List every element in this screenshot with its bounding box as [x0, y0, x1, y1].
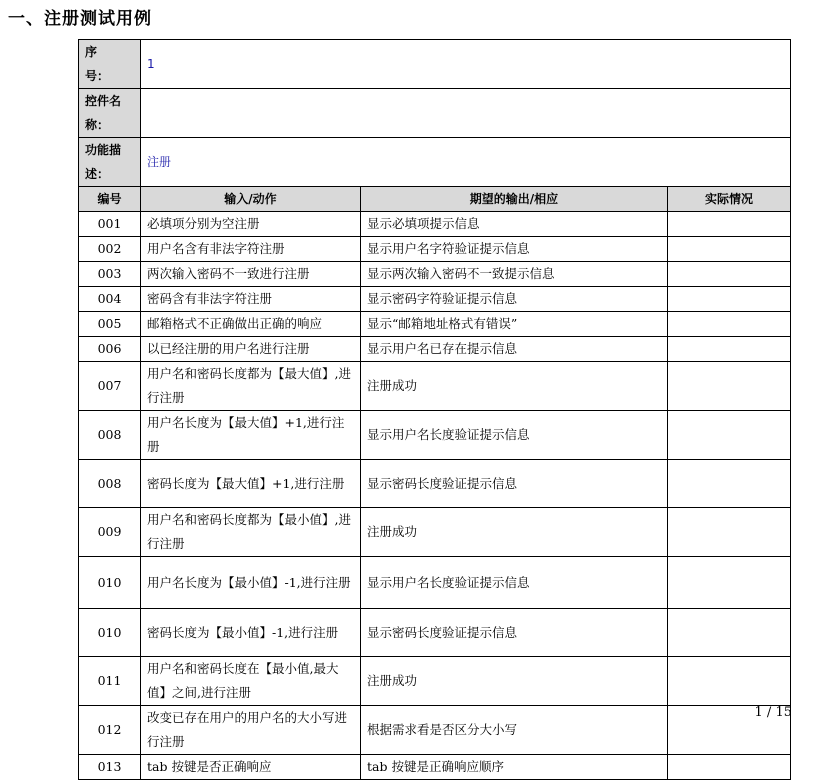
- case-actual: [668, 312, 791, 337]
- case-id: 001: [79, 212, 141, 237]
- case-id: 010: [79, 557, 141, 609]
- case-actual: [668, 609, 791, 657]
- table-row: [79, 312, 791, 337]
- case-action: 两次输入密码不一致进行注册: [141, 262, 361, 287]
- table-row: [79, 755, 791, 780]
- test-case-table: [78, 39, 791, 780]
- case-action: 用户名和密码长度在【最小值,最大值】之间,进行注册: [141, 657, 361, 706]
- case-actual: [668, 657, 791, 706]
- case-action: 用户名长度为【最大值】+1,进行注册: [141, 411, 361, 460]
- case-action: 用户名和密码长度都为【最小值】,进行注册: [141, 508, 361, 557]
- case-expected: 显示必填项提示信息: [361, 212, 668, 237]
- case-id: 005: [79, 312, 141, 337]
- case-id: 006: [79, 337, 141, 362]
- table-row: [79, 460, 791, 508]
- case-actual: [668, 557, 791, 609]
- function-desc-label: 功能描述：: [79, 138, 141, 187]
- case-actual: [668, 755, 791, 780]
- case-action: 密码含有非法字符注册: [141, 287, 361, 312]
- control-name-label: 控件名称：: [79, 89, 141, 138]
- meta-row-desc: [79, 138, 791, 187]
- case-id: 008: [79, 411, 141, 460]
- case-expected: 显示密码字符验证提示信息: [361, 287, 668, 312]
- case-expected: 显示两次输入密码不一致提示信息: [361, 262, 668, 287]
- seq-value: 1: [141, 40, 791, 89]
- case-action: 邮箱格式不正确做出正确的响应: [141, 312, 361, 337]
- case-action: 用户名含有非法字符注册: [141, 237, 361, 262]
- case-actual: [668, 362, 791, 411]
- table-row: [79, 287, 791, 312]
- case-expected: 显示“邮箱地址格式有错误”: [361, 312, 668, 337]
- case-id: 008: [79, 460, 141, 508]
- column-header-id: 编号: [79, 187, 141, 212]
- page-number: 1 / 15: [754, 705, 792, 720]
- case-action: 改变已存在用户的用户名的大小写进行注册: [141, 706, 361, 755]
- column-header-action: 输入/动作: [141, 187, 361, 212]
- table-row: [79, 508, 791, 557]
- case-actual: [668, 411, 791, 460]
- case-expected: 显示用户名已存在提示信息: [361, 337, 668, 362]
- case-id: 011: [79, 657, 141, 706]
- case-actual: [668, 337, 791, 362]
- meta-row-seq: [79, 40, 791, 89]
- case-id: 012: [79, 706, 141, 755]
- column-header-row: [79, 187, 791, 212]
- case-id: 013: [79, 755, 141, 780]
- table-row: [79, 557, 791, 609]
- column-header-expected: 期望的输出/相应: [361, 187, 668, 212]
- case-expected: 显示密码长度验证提示信息: [361, 609, 668, 657]
- table-row: [79, 706, 791, 755]
- table-row: [79, 212, 791, 237]
- case-action: tab 按键是否正确响应: [141, 755, 361, 780]
- case-actual: [668, 262, 791, 287]
- case-action: 必填项分别为空注册: [141, 212, 361, 237]
- case-expected: 显示用户名长度验证提示信息: [361, 411, 668, 460]
- table-row: [79, 262, 791, 287]
- case-id: 003: [79, 262, 141, 287]
- control-name-value: [141, 89, 791, 138]
- meta-row-name: [79, 89, 791, 138]
- case-expected: 显示用户名长度验证提示信息: [361, 557, 668, 609]
- case-actual: [668, 460, 791, 508]
- table-row: [79, 362, 791, 411]
- case-id: 009: [79, 508, 141, 557]
- case-actual: [668, 212, 791, 237]
- case-action: 用户名和密码长度都为【最大值】,进行注册: [141, 362, 361, 411]
- case-actual: [668, 287, 791, 312]
- case-expected: 显示密码长度验证提示信息: [361, 460, 668, 508]
- case-actual: [668, 237, 791, 262]
- case-action: 密码长度为【最小值】-1,进行注册: [141, 609, 361, 657]
- case-id: 007: [79, 362, 141, 411]
- table-row: [79, 609, 791, 657]
- section-heading: 一、注册测试用例: [8, 9, 152, 29]
- table-row: [79, 237, 791, 262]
- column-header-actual: 实际情况: [668, 187, 791, 212]
- case-expected: 根据需求看是否区分大小写: [361, 706, 668, 755]
- case-expected: 注册成功: [361, 657, 668, 706]
- case-expected: 显示用户名字符验证提示信息: [361, 237, 668, 262]
- table-row: [79, 411, 791, 460]
- case-action: 密码长度为【最大值】+1,进行注册: [141, 460, 361, 508]
- case-action: 以已经注册的用户名进行注册: [141, 337, 361, 362]
- table-row: [79, 337, 791, 362]
- case-expected: 注册成功: [361, 508, 668, 557]
- case-id: 004: [79, 287, 141, 312]
- case-id: 002: [79, 237, 141, 262]
- case-expected: 注册成功: [361, 362, 668, 411]
- function-desc-value: 注册: [141, 138, 791, 187]
- seq-label: 序 号：: [79, 40, 141, 89]
- case-id: 010: [79, 609, 141, 657]
- case-action: 用户名长度为【最小值】-1,进行注册: [141, 557, 361, 609]
- case-expected: tab 按键是正确响应顺序: [361, 755, 668, 780]
- table-row: [79, 657, 791, 706]
- case-actual: [668, 508, 791, 557]
